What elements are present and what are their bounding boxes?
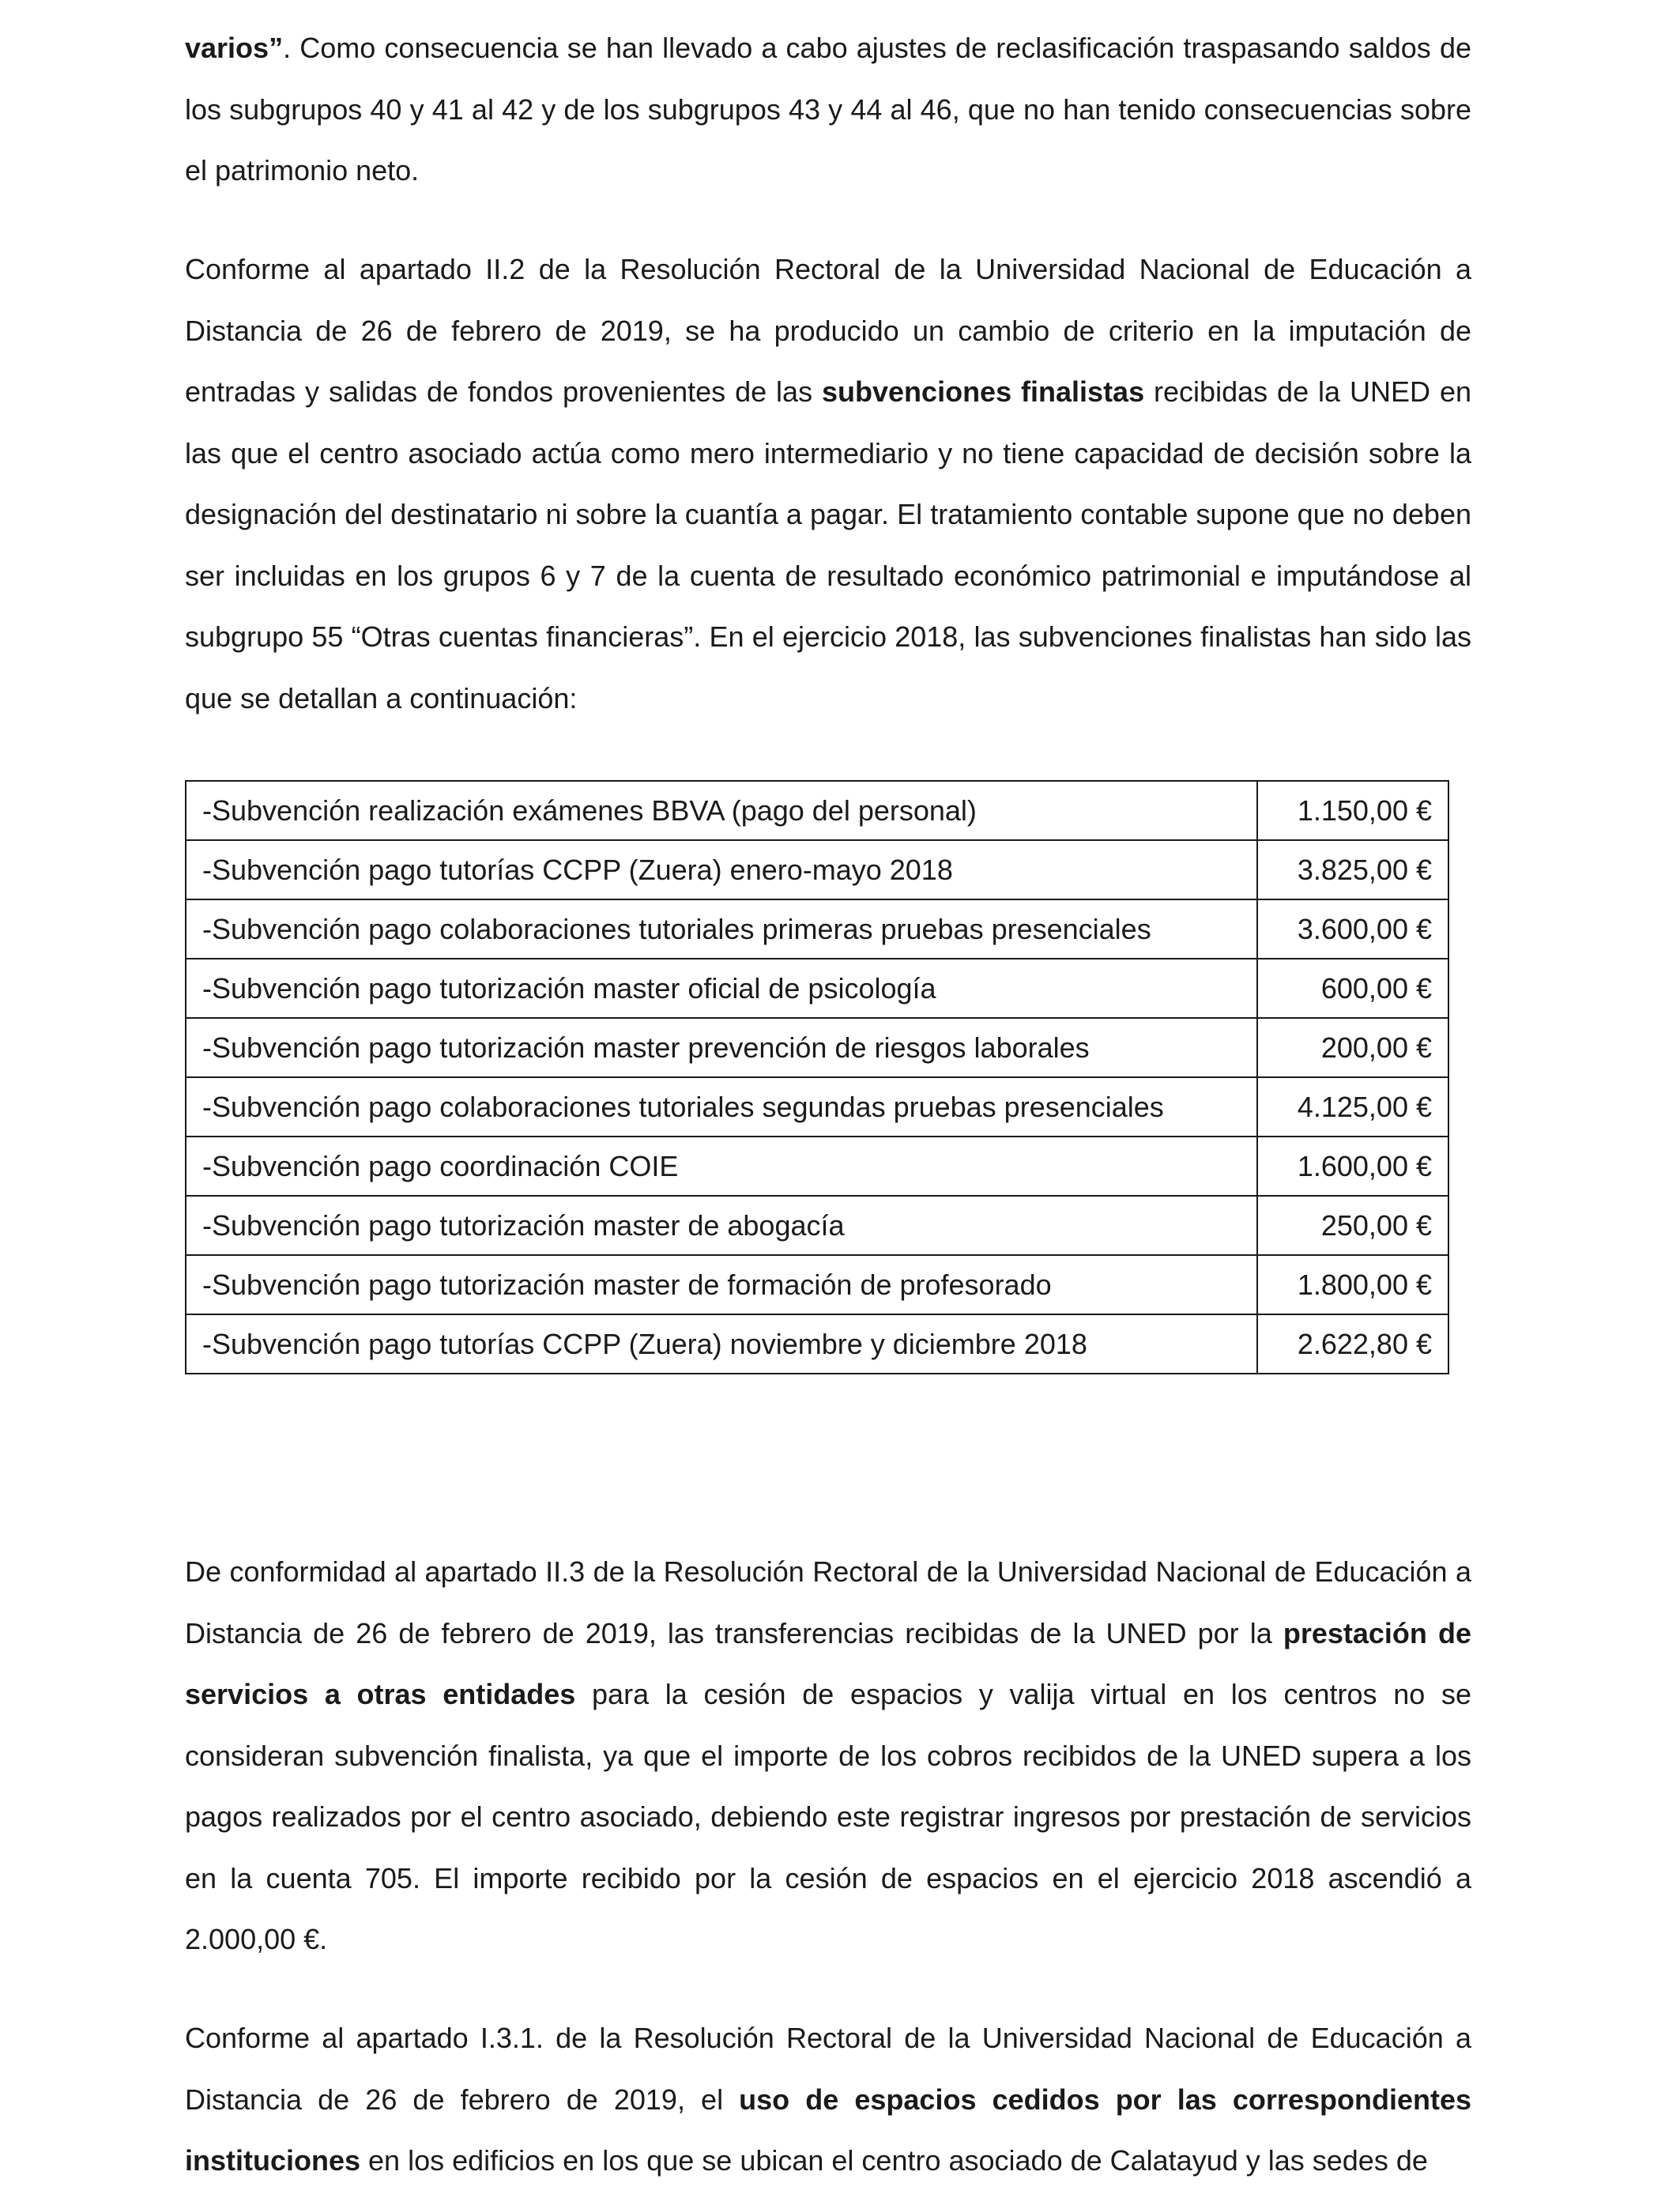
paragraph-reclasificacion	[185, 17, 1471, 202]
paragraph-text-before: Conforme al apartado II.2 de la Resolución Rectoral de la Universidad Nacional de Educación a Distancia de 26 de febrero de 2019, se ha producido un cambio de criterio en la imputación de entradas y salidas de fondos provenientes de las	[185, 253, 1471, 408]
bold-lead: varios”	[185, 32, 284, 64]
paragraph-text-after: para la cesión de espacios y valija virtual en los centros no se consideran subvención finalista, ya que el importe de los cobros recibidos de la UNED supera a los pagos realizados por el centro asociado, debiendo este registrar ingresos por prestación de servicios en la cuenta 705. El importe recibido por la cesión de espacios en el ejercicio 2018 ascendió a 2.000,00 €.	[185, 1678, 1471, 1955]
table-row	[186, 1077, 1448, 1137]
concept-cell: -Subvención pago tutorización master prevención de riesgos laborales	[186, 1018, 1257, 1077]
concept-cell: -Subvención pago tutorización master oficial de psicología	[186, 959, 1257, 1018]
amount-cell: 1.600,00 €	[1257, 1137, 1448, 1196]
subvenciones-table	[185, 780, 1449, 1374]
bold-term: prestación de servicios a otras entidades	[185, 1616, 1471, 1710]
paragraph-text-after: en los edificios en los que se ubican el centro asociado de Calatayud y las sedes de	[360, 2144, 1428, 2177]
table-row	[186, 840, 1448, 899]
table-row	[186, 1137, 1448, 1196]
concept-cell: -Subvención pago tutorización master de formación de profesorado	[186, 1255, 1257, 1314]
table-row	[186, 959, 1448, 1018]
paragraph-text: . Como consecuencia se han llevado a cabo ajustes de reclasificación traspasando saldos de los subgrupos 40 y 41 al 42 y de los subgrupos 43 y 44 al 46, que no han tenido consecuencias sobre el patrimonio neto.	[185, 32, 1471, 187]
amount-cell: 600,00 €	[1257, 959, 1448, 1018]
amount-cell: 3.600,00 €	[1257, 899, 1448, 959]
paragraph-text-after: recibidas de la UNED en las que el centro asociado actúa como mero intermediario y no tiene capacidad de decisión sobre la designación del destinatario ni sobre la cuantía a pagar. El tratamiento contable supone que no deben ser incluidas en los grupos 6 y 7 de la cuenta de resultado económico patrimonial e imputándose al subgrupo 55 “Otras cuentas financieras”. En el ejercicio 2018, las subvenciones finalistas han sido las que se detallan a continuación:	[185, 375, 1471, 714]
subvenciones-table-body	[186, 781, 1448, 1374]
concept-cell: -Subvención pago coordinación COIE	[186, 1137, 1257, 1196]
amount-cell: 1.800,00 €	[1257, 1255, 1448, 1314]
amount-cell: 250,00 €	[1257, 1196, 1448, 1255]
table-row	[186, 1314, 1448, 1374]
bold-term: subvenciones finalistas	[822, 375, 1145, 408]
table-row	[186, 1018, 1448, 1077]
bold-term: uso de espacios cedidos por las correspondientes instituciones	[185, 2083, 1471, 2177]
amount-cell: 1.150,00 €	[1257, 781, 1448, 840]
concept-cell: -Subvención pago colaboraciones tutoriales primeras pruebas presenciales	[186, 899, 1257, 959]
concept-cell: -Subvención pago tutorización master de abogacía	[186, 1196, 1257, 1255]
paragraph-text-before: De conformidad al apartado II.3 de la Resolución Rectoral de la Universidad Nacional de Educación a Distancia de 26 de febrero de 2019, las transferencias recibidas de la UNED por la	[185, 1555, 1471, 1649]
table-row	[186, 781, 1448, 840]
table-row	[186, 899, 1448, 959]
table-row	[186, 1196, 1448, 1255]
amount-cell: 2.622,80 €	[1257, 1314, 1448, 1374]
concept-cell: -Subvención pago tutorías CCPP (Zuera) enero-mayo 2018	[186, 840, 1257, 899]
amount-cell: 3.825,00 €	[1257, 840, 1448, 899]
concept-cell: -Subvención realización exámenes BBVA (pago del personal)	[186, 781, 1257, 840]
concept-cell: -Subvención pago tutorías CCPP (Zuera) noviembre y diciembre 2018	[186, 1314, 1257, 1374]
paragraph-text-before: Conforme al apartado I.3.1. de la Resolución Rectoral de la Universidad Nacional de Educación a Distancia de 26 de febrero de 2019, el	[185, 2022, 1471, 2116]
amount-cell: 4.125,00 €	[1257, 1077, 1448, 1137]
subvenciones-table-container	[185, 780, 1449, 1374]
amount-cell: 200,00 €	[1257, 1018, 1448, 1077]
table-row	[186, 1255, 1448, 1314]
concept-cell: -Subvención pago colaboraciones tutoriales segundas pruebas presenciales	[186, 1077, 1257, 1137]
paragraph-uso-espacios	[185, 2007, 1471, 2192]
paragraph-subvenciones-finalistas	[185, 239, 1471, 729]
paragraph-prestacion-servicios	[185, 1541, 1471, 1970]
